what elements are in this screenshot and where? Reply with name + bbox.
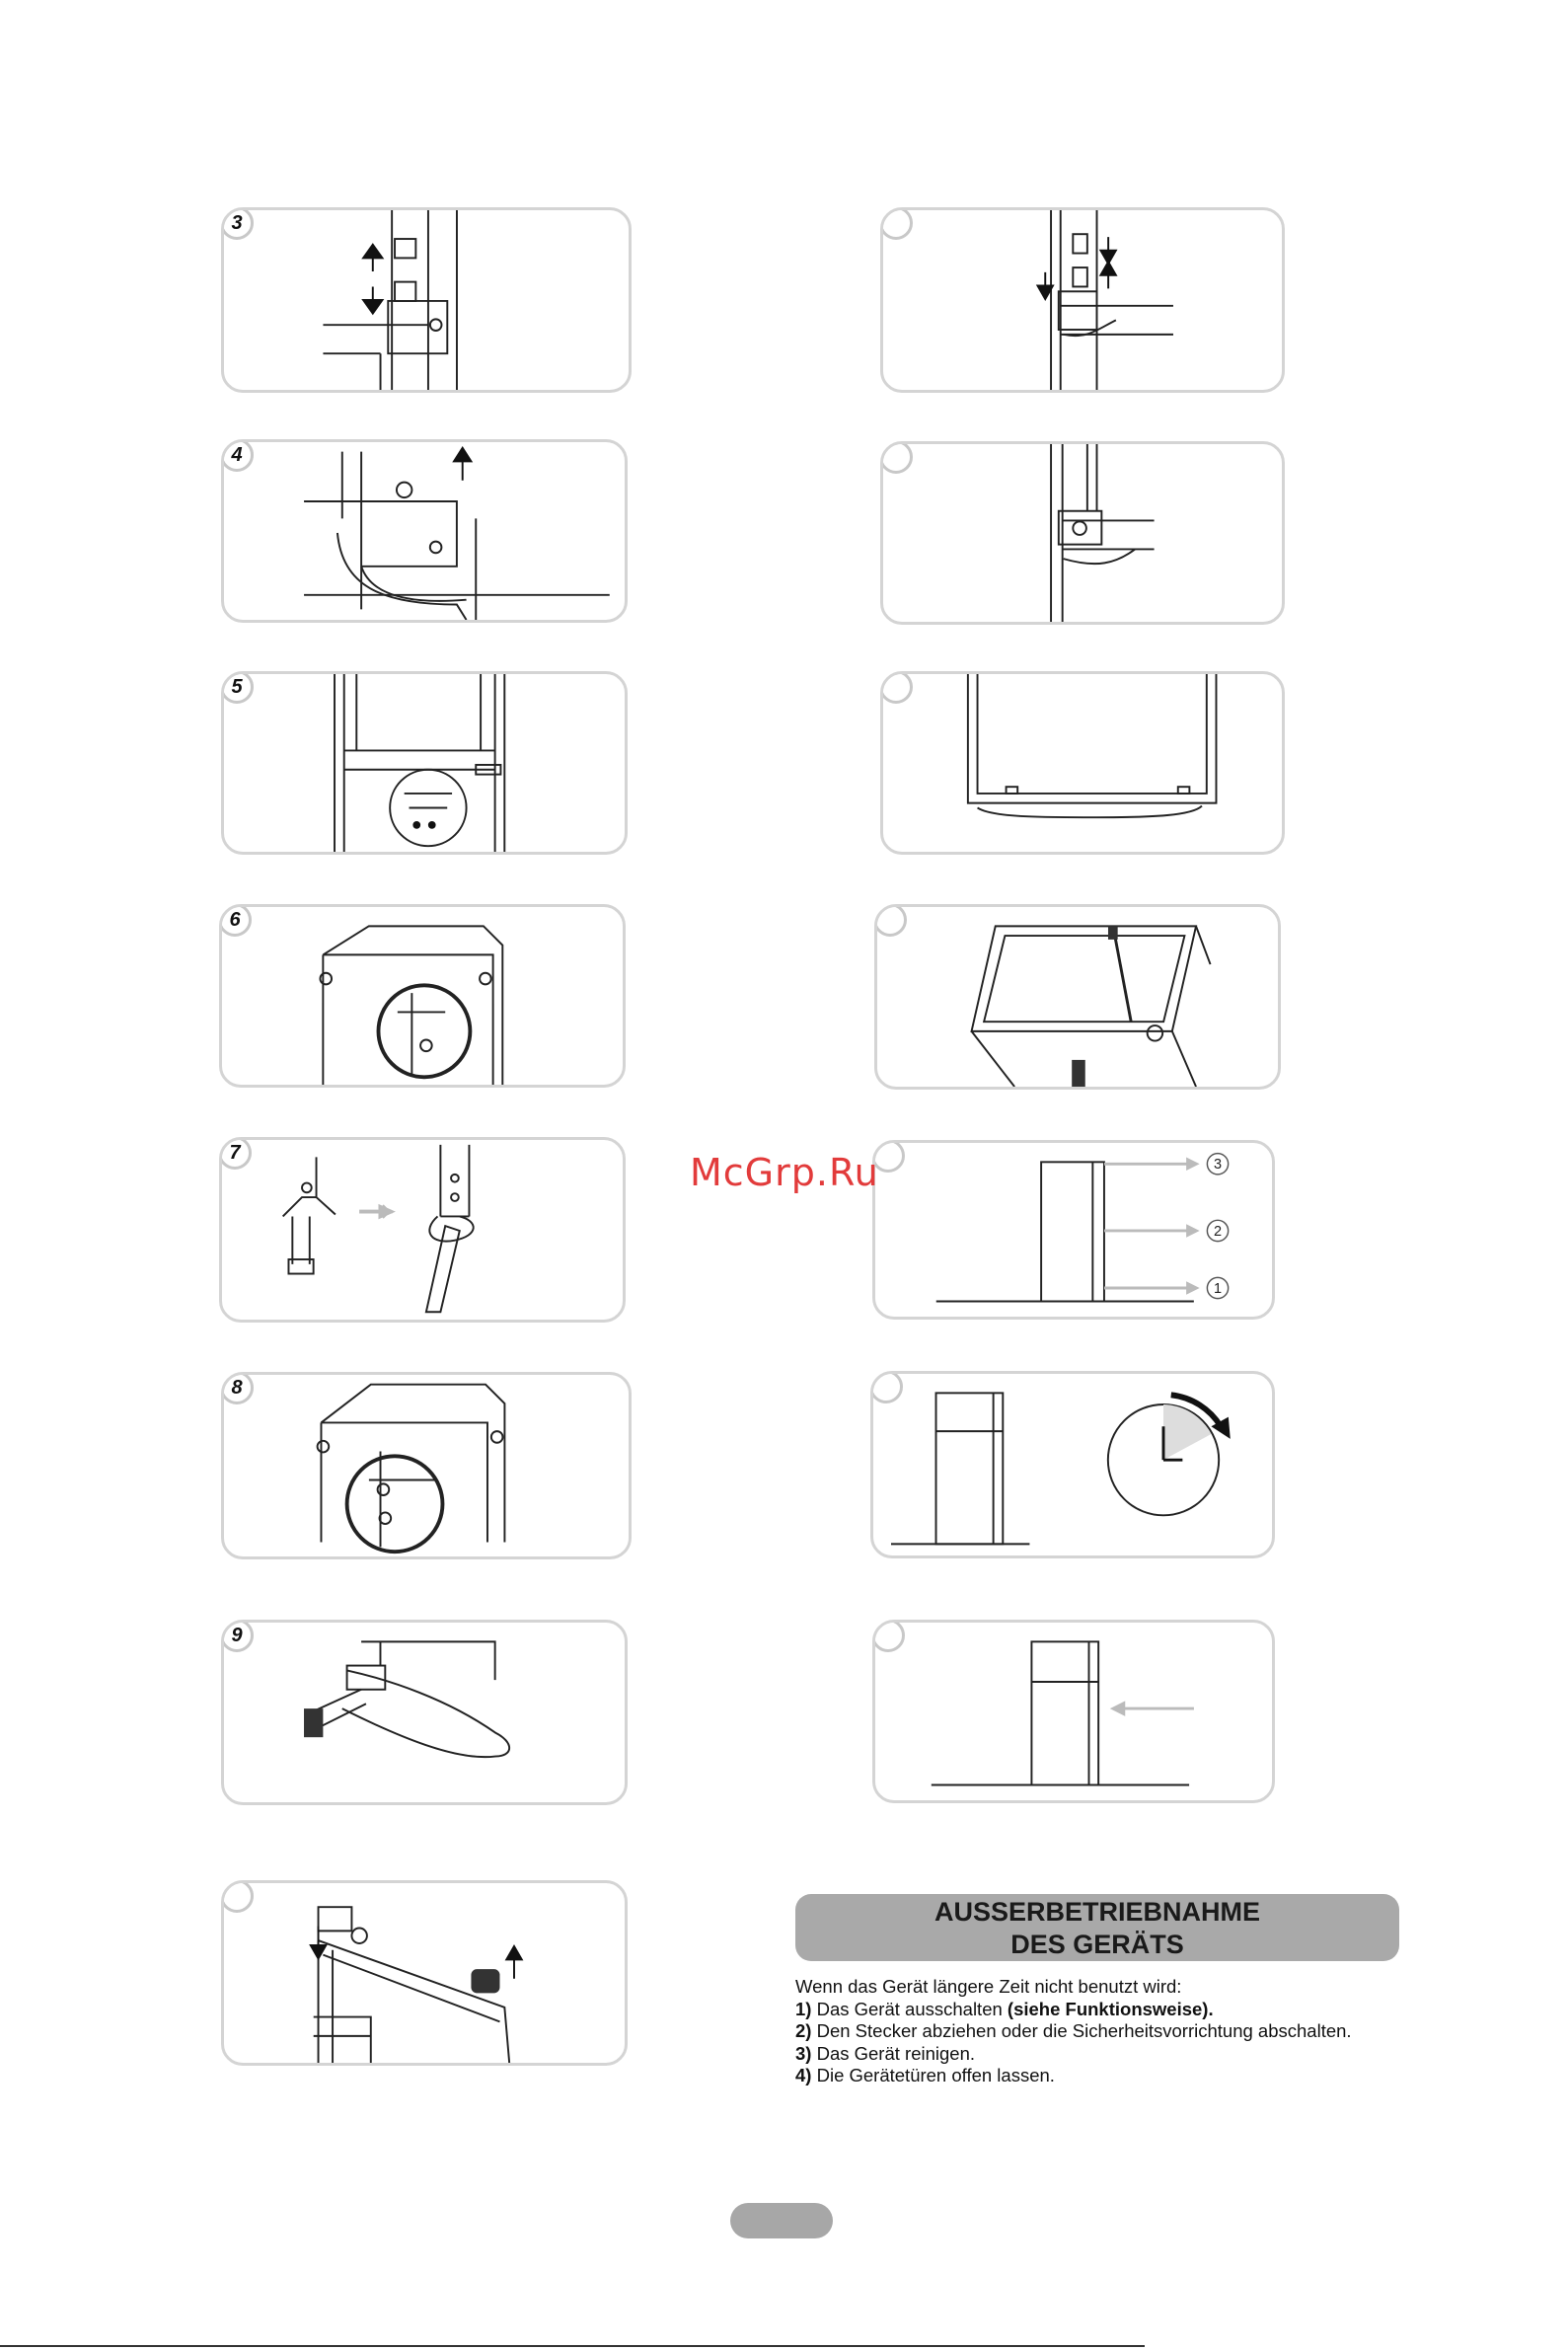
step-panel-10 [221,1880,628,2066]
hinge-swap-illustration [222,907,623,1085]
watermark: McGrp.Ru [690,1151,879,1194]
footer-rule [0,2345,1145,2347]
section-body [795,1976,1427,2087]
handle-cover-illustration [224,1883,625,2063]
step-panel-7 [219,1137,626,1323]
section-title [795,1894,1399,1961]
hinge-removal-illustration [224,442,625,620]
list-item: 4) Die Gerätetüren offen lassen. [795,2065,1055,2085]
clearance-callout-1: 1 [1213,1280,1223,1297]
step-panel-3 [221,207,632,393]
step-panel-9 [221,1620,628,1805]
step-panel-right-7 [872,1620,1275,1803]
door-fitting-illustration [224,1623,625,1802]
step-panel-right-2 [880,441,1285,625]
step-panel-right-1 [880,207,1285,393]
ventilation-clearance-illustration [875,1143,1272,1317]
step-panel-8 [221,1372,632,1559]
section-title-line2: DES GERÄTS [1010,1930,1184,1959]
hinge-refit-top-illustration [883,210,1282,390]
hinge-mount-illustration [883,444,1282,622]
page-number-pill [730,2203,833,2238]
push-to-wall-illustration [875,1623,1272,1800]
step-panel-right-5 [872,1140,1275,1320]
wait-time-illustration [873,1374,1272,1555]
door-removal-illustration [224,674,625,852]
clearance-callout-2: 2 [1213,1223,1223,1240]
step-number: 6 [219,904,252,937]
pin-swap-illustration [222,1140,623,1320]
list-item: 3) Das Gerät reinigen. [795,2042,976,2064]
list-item: 1) Das Gerät ausschalten (siehe Funktionsweise). [795,1998,1214,2019]
step-number: 3 [221,207,254,240]
door-bottom-illustration [883,674,1282,852]
step-number: 7 [219,1137,252,1170]
hinge-refit-illustration [224,1375,629,1556]
section-title-line1: AUSSERBETRIEBNAHME [933,1897,1261,1927]
step-panel-right-4 [874,904,1281,1090]
step-panel-5 [221,671,628,855]
clearance-callout-3: 3 [1213,1157,1223,1174]
step-number: 8 [221,1372,254,1404]
screwdriver-top-illustration [877,907,1278,1087]
list-item: 2) Den Stecker abziehen oder die Sicherheitsvorrichtung abschalten. [795,2020,1352,2041]
step-panel-4 [221,439,628,623]
step-number: 5 [221,671,254,704]
section-intro: Wenn das Gerät längere Zeit nicht benutzt wird: [795,1976,1182,1997]
step-panel-right-3 [880,671,1285,855]
step-number: 4 [221,439,254,472]
step-panel-right-6 [870,1371,1275,1558]
step-panel-6 [219,904,626,1088]
hinge-illustration [224,210,629,390]
step-number: 9 [221,1620,254,1652]
